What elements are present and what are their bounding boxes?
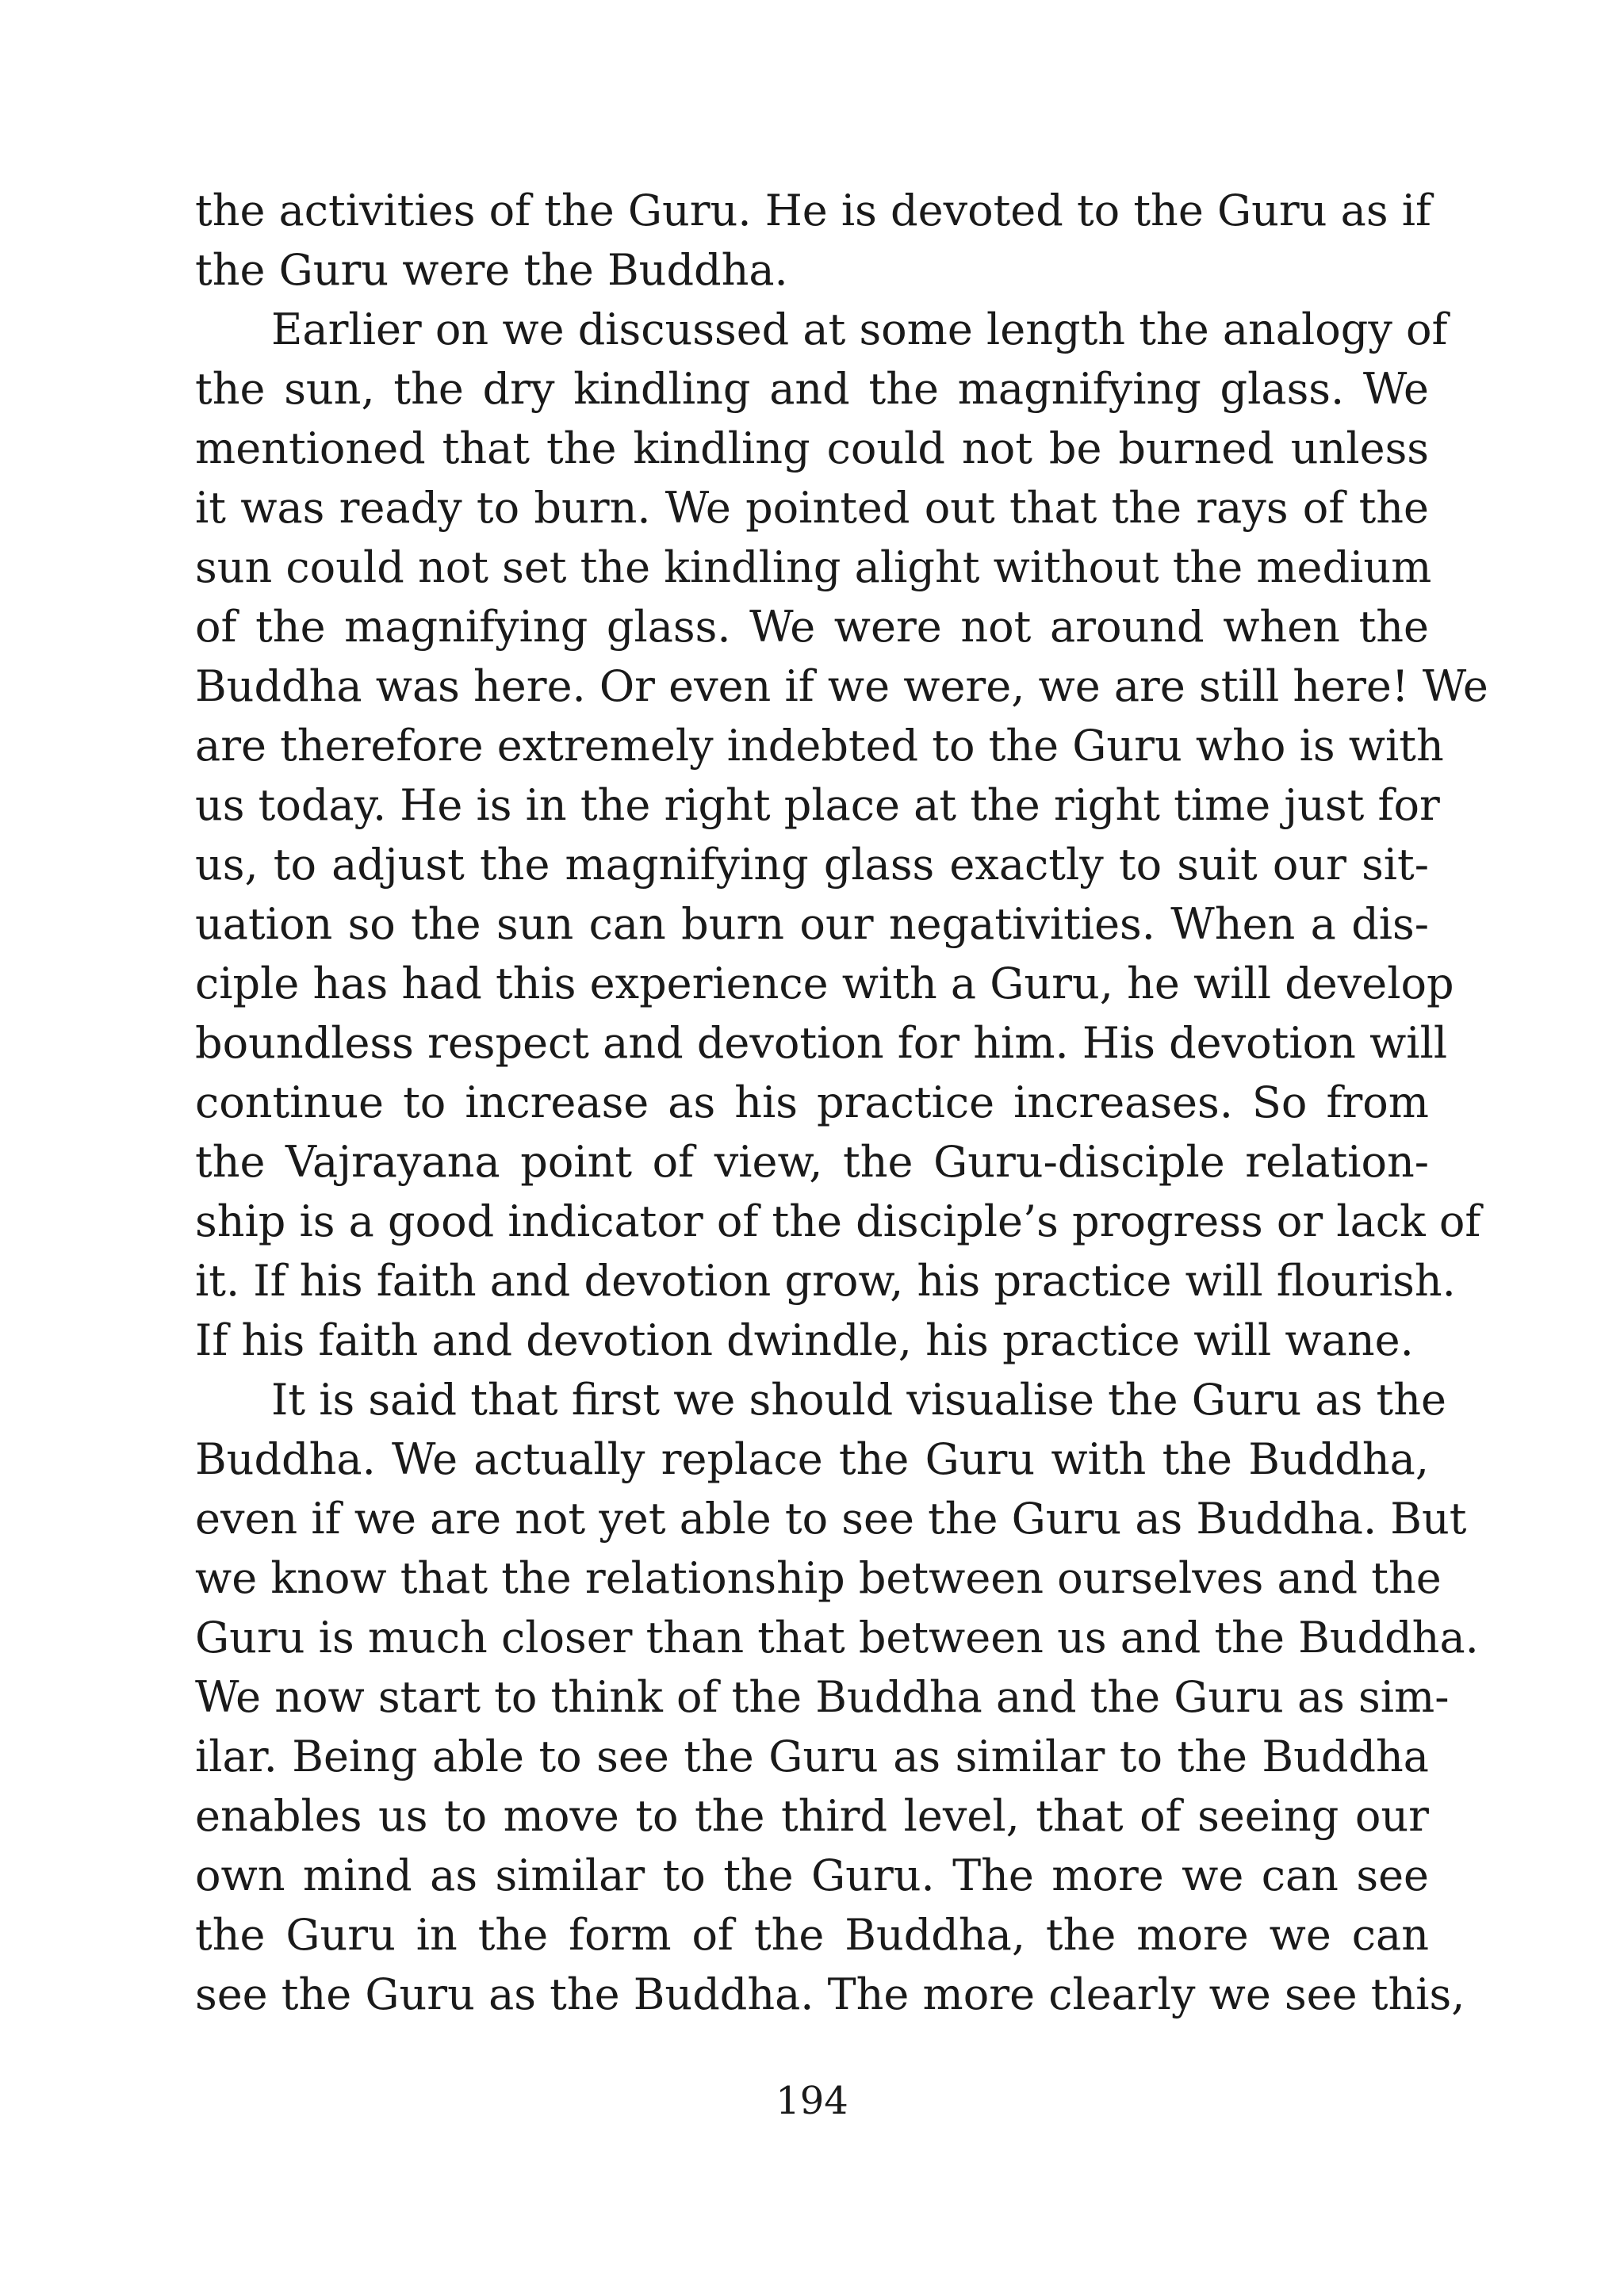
text-line: enables us to move to the third level, that of seeing our — [195, 1791, 1429, 1841]
text-line: us today. He is in the right place at the right time just for — [195, 780, 1440, 830]
text-line: Guru is much closer than that between us and the Buddha. — [195, 1613, 1479, 1663]
text-line: it was ready to burn. We pointed out that the rays of the — [195, 483, 1429, 533]
text-line: see the Guru as the Buddha. The more clearly we see this, — [195, 1969, 1465, 2019]
text-line: Buddha. We actually replace the Guru with the Buddha, — [195, 1434, 1429, 1484]
text-line: the activities of the Guru. He is devoted to the Guru as if — [195, 186, 1431, 235]
text-line: the sun, the dry kindling and the magnifying glass. We — [195, 364, 1429, 414]
text-line: ciple has had this experience with a Guru, he will develop — [195, 959, 1454, 1008]
text-line: us, to adjust the magnifying glass exactly to suit our sit- — [195, 840, 1429, 890]
body-text — [195, 181, 1488, 2024]
text-line: even if we are not yet able to see the Guru as Buddha. But — [195, 1494, 1467, 1544]
text-line: the Guru in the form of the Buddha, the more we can — [195, 1910, 1429, 1960]
text-line: sun could not set the kindling alight without the medium — [195, 542, 1432, 592]
text-line: of the magnifying glass. We were not around when the — [195, 602, 1429, 652]
text-line: We now start to think of the Buddha and the Guru as sim- — [195, 1672, 1450, 1722]
text-line: the Guru were the Buddha. — [195, 245, 788, 295]
text-line: ship is a good indicator of the disciple’s progress or lack of — [195, 1196, 1481, 1246]
text-line: mentioned that the kindling could not be burned unless — [195, 423, 1429, 473]
text-line: uation so the sun can burn our negativities. When a dis- — [195, 899, 1429, 949]
text-line: are therefore extremely indebted to the Guru who is with — [195, 721, 1444, 771]
text-line: If his faith and devotion dwindle, his practice will wane. — [195, 1315, 1414, 1365]
text-line: boundless respect and devotion for him. His devotion will — [195, 1018, 1448, 1068]
text-line: ilar. Being able to see the Guru as similar to the Buddha — [195, 1732, 1429, 1781]
text-line: we know that the relationship between ourselves and the — [195, 1553, 1442, 1603]
text-line: It is said that first we should visualise the Guru as the — [271, 1375, 1446, 1425]
text-line: it. If his faith and devotion grow, his practice will flourish. — [195, 1256, 1456, 1306]
page-number: 194 — [776, 2079, 848, 2123]
text-line: Buddha was here. Or even if we were, we are still here! We — [195, 661, 1488, 711]
text-line: Earlier on we discussed at some length the analogy of — [271, 304, 1448, 354]
text-line: continue to increase as his practice increases. So from — [195, 1077, 1429, 1127]
text-line: own mind as similar to the Guru. The more we can see — [195, 1850, 1429, 1900]
text-line: the Vajrayana point of view, the Guru-disciple relation- — [195, 1137, 1429, 1187]
